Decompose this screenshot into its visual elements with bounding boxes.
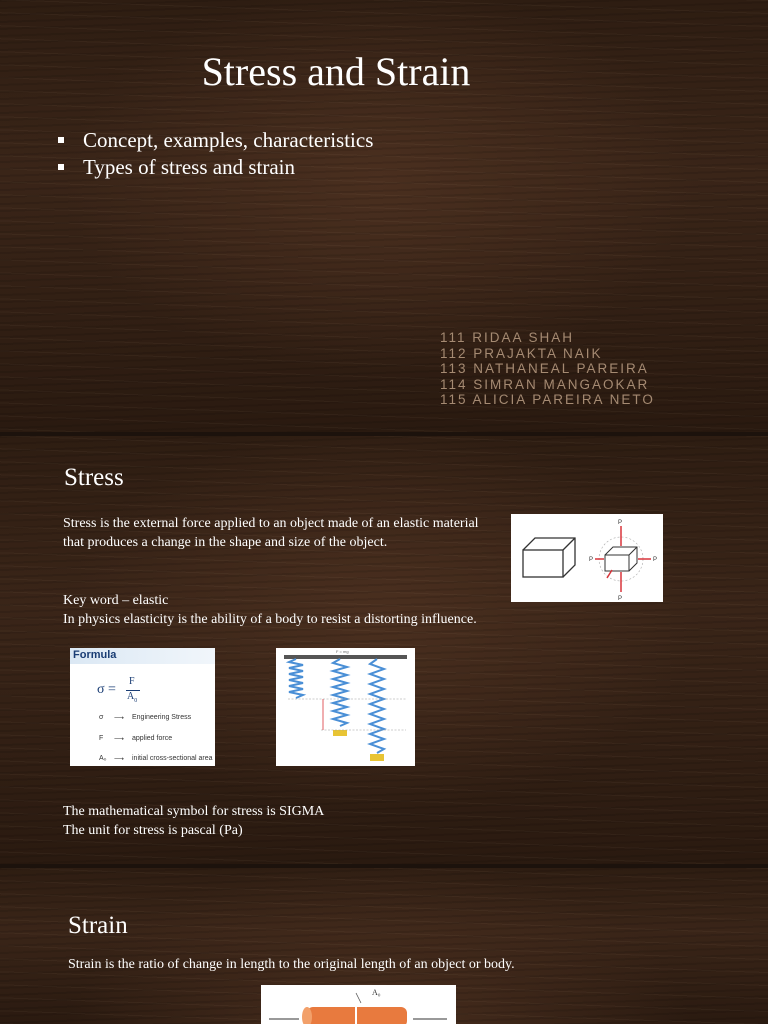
label-p-top: P [618,520,623,526]
formula-row-symbol: σ [99,714,104,721]
formula-row-symbol: A₀ [99,755,107,762]
cube-stress-diagram [511,514,663,602]
formula-heading: Formula [73,649,117,661]
formula-sigma: σ = [97,682,116,697]
strain-definition: Strain is the ratio of change in length to the original length of an object or body. [68,957,515,972]
elasticity-line: In physics elasticity is the ability of a body to resist a distorting influence. [63,612,477,627]
label-p-bottom: P [618,596,623,602]
slide-title [0,0,768,432]
formula-denominator: $A_0$ [127,691,138,704]
rod-svg [261,985,456,1024]
pascal-unit-line: The unit for stress is pascal (Pa) [63,823,243,838]
author-item: 113 NATHANEAL PAREIRA [440,361,649,376]
force-label: F = mg [336,649,349,654]
stress-definition: Stress is the external force applied to an object made of an elastic material that produces a change in the shape and size of the object. [63,516,479,551]
strain-rod-diagram [261,985,456,1024]
label-p-left: P [589,557,594,563]
formula-row-symbol: F [99,735,104,742]
stress-heading: Stress [64,464,124,491]
formula-row-desc: Engineering Stress [132,714,192,721]
author-list [440,330,655,408]
keyword-line: Key word – elastic [63,593,169,608]
cube-diagram-svg [511,514,663,602]
area-label: A₀ [372,988,381,997]
bullet-item: Concept, examples, characteristics [56,127,373,154]
slide-strain [0,868,768,1024]
slide-stress [0,436,768,864]
bullet-item: Types of stress and strain [56,154,373,181]
author-item: 111 RIDAA SHAH [440,330,575,345]
sigma-symbol-line: The mathematical symbol for stress is SIGMA [63,804,325,819]
author-item: 114 SIMRAN MANGAOKAR [440,376,650,392]
stress-formula-card: Formula σ = F $A_0$ σ ⟶ Engineering Stress F ⟶ applied force A₀ ⟶ initial cross-sectional area [70,648,215,766]
strain-heading: Strain [68,912,128,939]
slide-title-heading: Stress and Strain [201,49,471,94]
author-item: 112 PRAJAKTA NAIK [440,345,603,361]
formula-row-desc: applied force [132,735,173,742]
springs-svg [276,648,415,766]
formula-numerator: F [129,676,135,687]
formula-row-desc: initial cross-sectional area [132,755,213,762]
springs-diagram [276,648,415,766]
topic-bullet-list [56,127,373,181]
label-p-right: P [653,557,658,563]
author-item: 115 ALICIA PAREIRA NETO [440,392,655,407]
